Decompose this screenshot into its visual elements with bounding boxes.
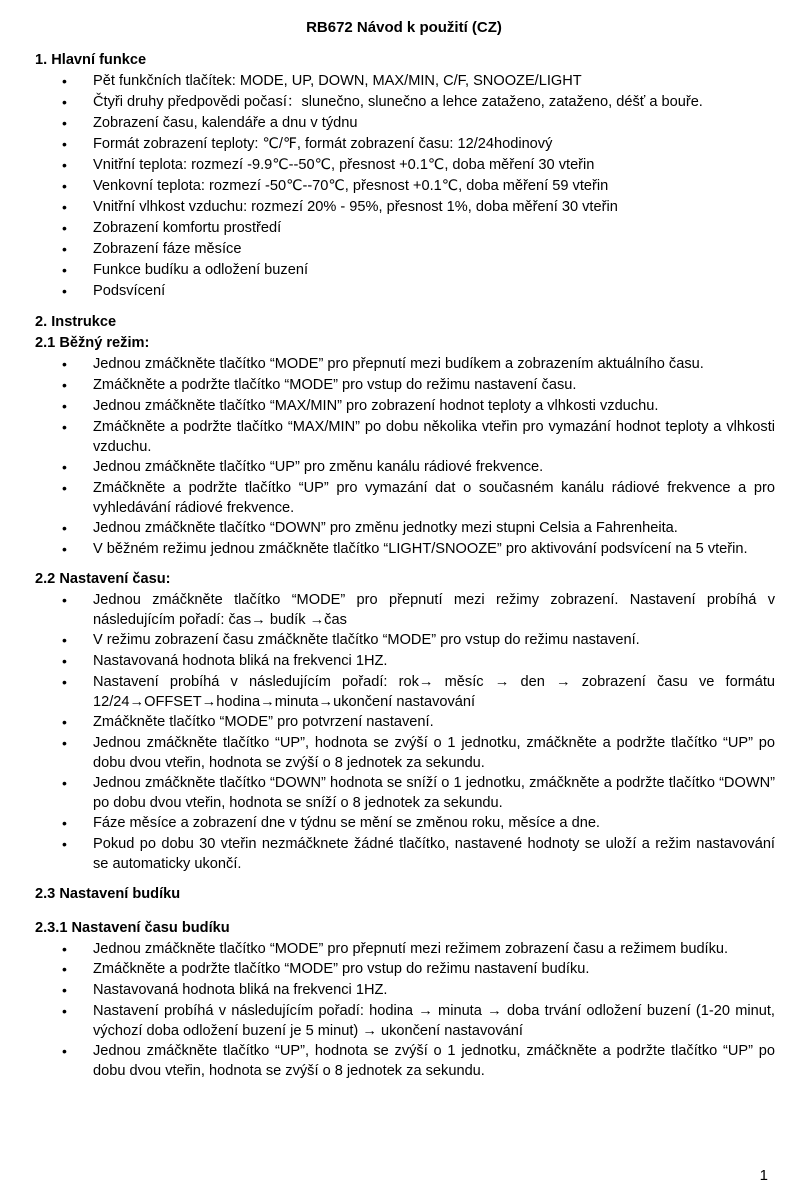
subsection-heading-alarm-time-setting: 2.3.1 Nastavení času budíku	[35, 920, 230, 936]
section-heading-instructions: 2. Instrukce	[35, 314, 117, 330]
alarm-time-setting-list	[35, 939, 775, 1081]
list-item: • Podsvícení	[35, 281, 775, 302]
list-item: • Jednou zmáčkněte tlačítko “DOWN” pro změnu jednotky mezi stupni Celsia a Fahrenheita.	[35, 518, 775, 539]
list-item: • Vnitřní teplota: rozmezí -9.9℃--50℃, přesnost +0.1℃, doba měření 30 vteřin	[35, 155, 775, 176]
list-item: • Zobrazení času, kalendáře a dnu v týdnu	[35, 113, 775, 134]
list-item: • Pět funkčních tlačítek: MODE, UP, DOWN, MAX/MIN, C/F, SNOOZE/LIGHT	[35, 71, 775, 92]
list-item: • Čtyři druhy předpovědi počasí：slunečno, slunečno a lehce zataženo, zataženo, déšť a bouře.	[35, 92, 775, 113]
list-item: • Funkce budíku a odložení buzení	[35, 260, 775, 281]
subsection-heading-normal-mode: 2.1 Běžný režim:	[35, 335, 150, 351]
list-item: • Zmáčkněte tlačítko “MODE” pro potvrzení nastavení.	[35, 712, 775, 733]
list-item: • Jednou zmáčkněte tlačítko “UP”, hodnota se zvýší o 1 jednotku, zmáčkněte a podržte tlačítko “UP” po dobu dvou vteřin, hodnota se zvýší o 8 jednotek za sekundu.	[35, 733, 775, 773]
list-item: • Nastavení probíhá v následujícím pořadí: rok→ měsíc → den → zobrazení času ve formátu 12/24→OFFSET→hodina→minuta→ukončení nastavování	[35, 672, 775, 712]
subsection-heading-alarm-setting: 2.3 Nastavení budíku	[35, 886, 181, 902]
list-item: • Jednou zmáčkněte tlačítko “UP”, hodnota se zvýší o 1 jednotku, zmáčkněte a podržte tlačítko “UP” po dobu dvou vteřin, hodnota se zvýší o 8 jednotek za sekundu.	[35, 1041, 775, 1081]
list-item: • Pokud po dobu 30 vteřin nezmáčknete žádné tlačítko, nastavené hodnoty se uloží a režim nastavování se automaticky ukončí.	[35, 834, 775, 874]
section-heading-main-functions: 1. Hlavní funkce	[35, 52, 147, 68]
list-item: • V režimu zobrazení času zmáčkněte tlačítko “MODE” pro vstup do režimu nastavení.	[35, 630, 775, 651]
time-setting-list	[35, 590, 775, 874]
list-item: • Nastavení probíhá v následujícím pořadí: hodina → minuta → doba trvání odložení buzení (1-20 minut, výchozí doba odložení buzení je 5 minut) → ukončení nastavování	[35, 1001, 775, 1041]
subsection-heading-time-setting: 2.2 Nastavení času:	[35, 571, 171, 587]
list-item: • Jednou zmáčkněte tlačítko “MODE” pro přepnutí mezi režimem zobrazení času a režimem budíku.	[35, 939, 775, 959]
list-item: • Fáze měsíce a zobrazení dne v týdnu se mění se změnou roku, měsíce a dne.	[35, 813, 775, 834]
document-body	[35, 50, 775, 1081]
list-item: • Jednou zmáčkněte tlačítko “UP” pro změnu kanálu rádiové frekvence.	[35, 457, 775, 478]
normal-mode-list	[35, 354, 775, 559]
page-number: 1	[759, 1167, 768, 1184]
list-item: • Zmáčkněte a podržte tlačítko “UP” pro vymazání dat o současném kanálu rádiové frekvence a pro vyhledávání rádiové frekvence.	[35, 478, 775, 518]
list-item: • Venkovní teplota: rozmezí -50℃--70℃, přesnost +0.1℃, doba měření 59 vteřin	[35, 176, 775, 197]
list-item: • Jednou zmáčkněte tlačítko “MODE” pro přepnutí mezi režimy zobrazení. Nastavení probíhá v následujícím pořadí: čas→ budík →čas	[35, 590, 775, 630]
list-item: • Zobrazení fáze měsíce	[35, 239, 775, 260]
list-item: • Nastavovaná hodnota bliká na frekvenci 1HZ.	[35, 651, 775, 672]
list-item: • Vnitřní vlhkost vzduchu: rozmezí 20% - 95%, přesnost 1%, doba měření 30 vteřin	[35, 197, 775, 218]
main-functions-list	[35, 71, 775, 302]
document-title: RB672 Návod k použití (CZ)	[306, 19, 502, 36]
list-item: • Jednou zmáčkněte tlačítko “MODE” pro přepnutí mezi budíkem a zobrazením aktuálního času.	[35, 354, 775, 375]
list-item: • Jednou zmáčkněte tlačítko “DOWN” hodnota se sníží o 1 jednotku, zmáčkněte a podržte tlačítko “DOWN” po dobu dvou vteřin, hodnota se sníží o 8 jednotek za sekundu.	[35, 773, 775, 813]
list-item: • Jednou zmáčkněte tlačítko “MAX/MIN” pro zobrazení hodnot teploty a vlhkosti vzduchu.	[35, 396, 775, 417]
list-item: • Zmáčkněte a podržte tlačítko “MODE” pro vstup do režimu nastavení budíku.	[35, 959, 775, 980]
list-item: • Zmáčkněte a podržte tlačítko “MODE” pro vstup do režimu nastavení času.	[35, 375, 775, 396]
list-item: • Zmáčkněte a podržte tlačítko “MAX/MIN” po dobu několika vteřin pro vymazání hodnot teploty a vlhkosti vzduchu.	[35, 417, 775, 457]
list-item: • Nastavovaná hodnota bliká na frekvenci 1HZ.	[35, 980, 775, 1001]
list-item: • Zobrazení komfortu prostředí	[35, 218, 775, 239]
list-item: • V běžném režimu jednou zmáčkněte tlačítko “LIGHT/SNOOZE” pro aktivování podsvícení na 5 vteřin.	[35, 539, 775, 559]
list-item: • Formát zobrazení teploty: ℃/℉, formát zobrazení času: 12/24hodinový	[35, 134, 775, 155]
